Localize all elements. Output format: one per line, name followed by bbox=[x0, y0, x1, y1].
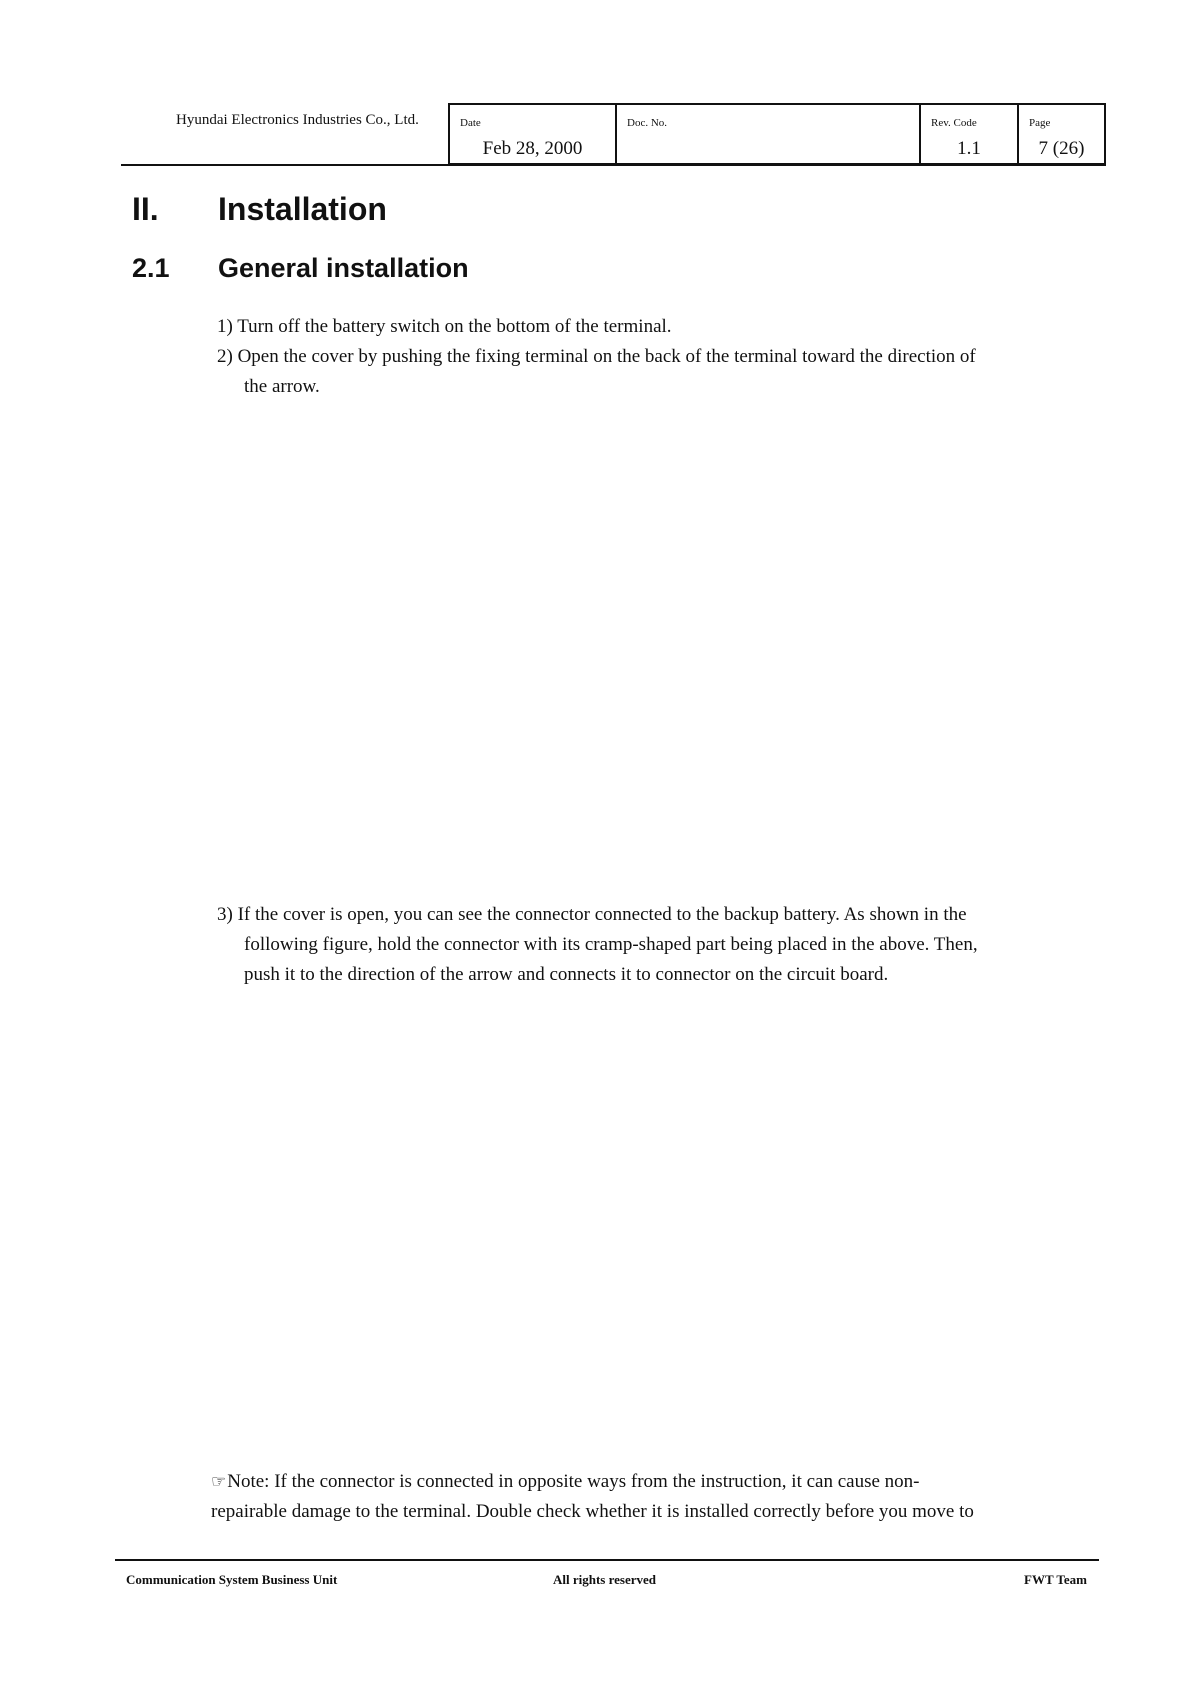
doc-number-label: Doc. No. bbox=[627, 117, 668, 129]
step-3-line-3: push it to the direction of the arrow and connects it to connector on the circuit board. bbox=[244, 964, 889, 985]
note-block bbox=[211, 1467, 1038, 1527]
footer-divider bbox=[115, 1559, 1099, 1561]
subsection-title: General installation bbox=[218, 253, 469, 283]
section-number: II. bbox=[132, 191, 159, 227]
note-line-2: repairable damage to the terminal. Double check whether it is installed correctly before you move to bbox=[211, 1501, 974, 1522]
step-2 bbox=[217, 342, 1039, 402]
note-line-1 bbox=[211, 1467, 1038, 1497]
note-line-1-text: Note: If the connector is connected in opposite ways from the instruction, it can cause non- bbox=[227, 1471, 920, 1492]
date-value: Feb 28, 2000 bbox=[482, 138, 583, 159]
page-label: Page bbox=[1029, 117, 1051, 129]
pointing-hand-icon: ☞ bbox=[211, 1472, 227, 1491]
step-1-line-1: 1) Turn off the battery switch on the bottom of the terminal. bbox=[217, 316, 672, 337]
figure-placeholder-connector bbox=[217, 1010, 1039, 1460]
revision-label: Rev. Code bbox=[931, 117, 977, 129]
date-cell bbox=[450, 105, 615, 163]
revision-value: 1.1 bbox=[957, 138, 981, 159]
footer-team: FWT Team bbox=[1024, 1572, 1087, 1587]
footer-unit: Communication System Business Unit bbox=[126, 1572, 338, 1587]
page-value: 7 (26) bbox=[1038, 138, 1085, 159]
page-cell bbox=[1017, 105, 1104, 163]
subsection-number: 2.1 bbox=[132, 253, 170, 283]
date-label: Date bbox=[460, 117, 481, 129]
revision-cell bbox=[919, 105, 1017, 163]
section-title: Installation bbox=[218, 191, 387, 227]
step-3-line-2: following figure, hold the connector with its cramp-shaped part being placed in the above. Then, bbox=[244, 934, 978, 955]
step-2-line-2: the arrow. bbox=[244, 376, 320, 397]
footer-rights: All rights reserved bbox=[553, 1572, 657, 1587]
doc-number-cell bbox=[615, 105, 919, 163]
header-divider bbox=[121, 164, 1106, 166]
step-2-line-1: 2) Open the cover by pushing the fixing terminal on the back of the terminal toward the direction of bbox=[217, 346, 976, 367]
step-3-line-1: 3) If the cover is open, you can see the connector connected to the backup battery. As shown in the bbox=[217, 904, 967, 925]
company-name: Hyundai Electronics Industries Co., Ltd. bbox=[176, 112, 419, 128]
step-1 bbox=[217, 312, 1039, 342]
step-3 bbox=[217, 900, 1039, 990]
document-info-table bbox=[448, 103, 1106, 165]
figure-placeholder-cover bbox=[217, 410, 1039, 890]
